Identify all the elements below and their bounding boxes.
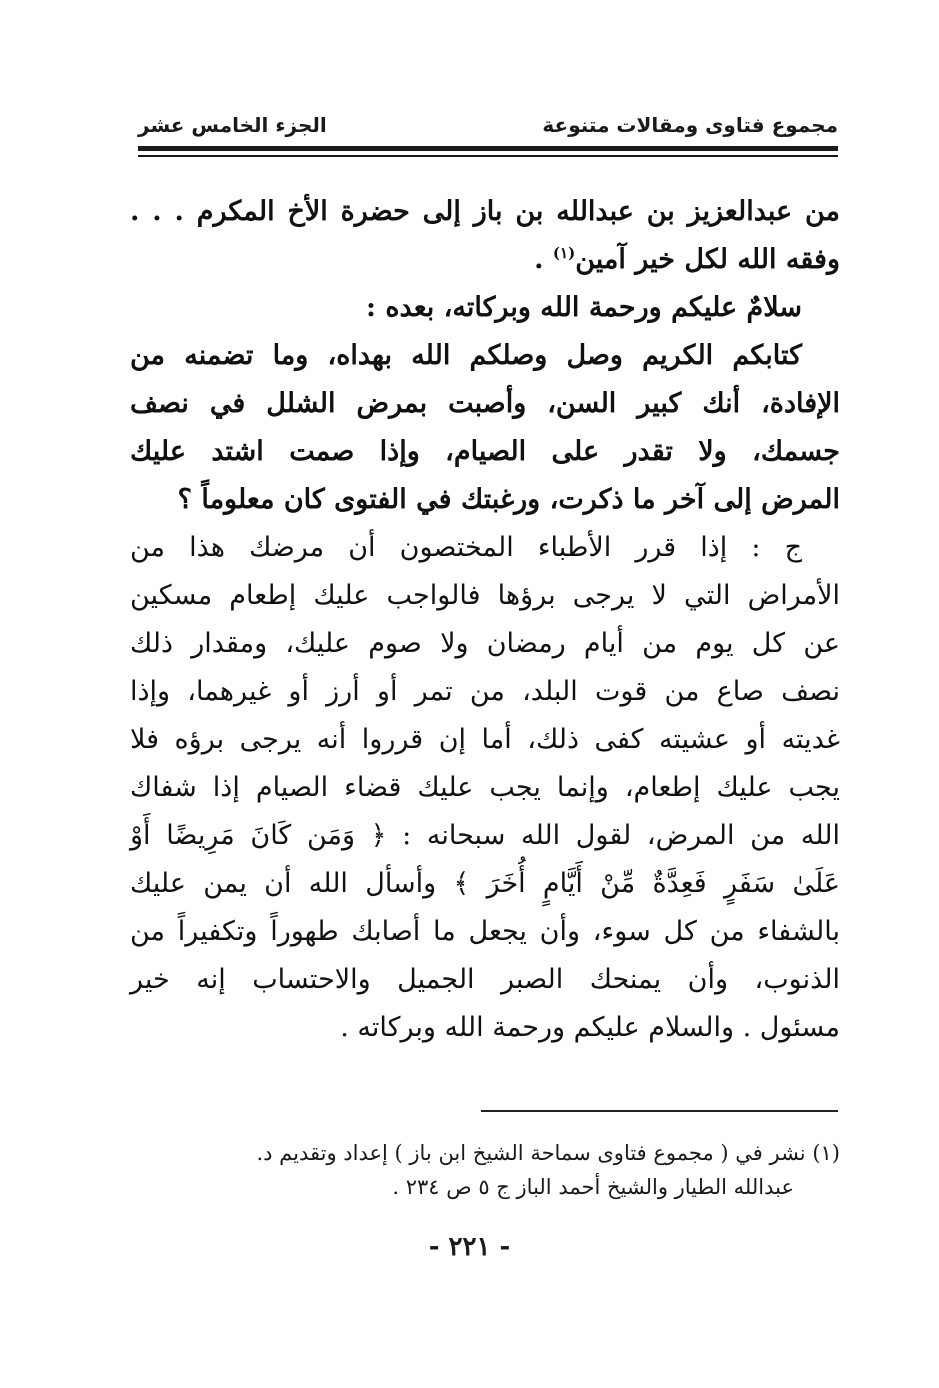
footnote-line: عبدالله الطيار والشيخ أحمد الباز ج ٥ ص ٢٣٤ . xyxy=(392,1175,794,1199)
question-line-text: وفقه الله لكل خير آمين xyxy=(575,244,840,275)
answer-line: يجب عليك إطعام، وإنما يجب عليك قضاء الصيام إذا شفاك xyxy=(130,772,840,803)
answer-line: عن كل يوم من أيام رمضان ولا صوم عليك، ومقدار ذلك xyxy=(130,628,840,659)
answer-line: عَلَىٰ سَفَرٍ فَعِدَّةٌ مِّنْ أَيَّامٍ أُخَرَ ﴾ وأسأل الله أن يمن عليك xyxy=(130,868,840,899)
running-header xyxy=(138,108,838,142)
answer-line: نصف صاع من قوت البلد، من تمر أو أرز أو غيرهما، وإذا xyxy=(130,676,840,707)
answer-line: بالشفاء من كل سوء، وأن يجعل ما أصابك طهوراً وتكفيراً من xyxy=(130,916,840,947)
footnote-reference: (١) xyxy=(552,244,576,262)
main-text xyxy=(130,188,840,1052)
question-line-end: . xyxy=(534,244,553,275)
question-line: الإفادة، أنك كبير السن، وأصبت بمرض الشلل في نصف xyxy=(130,388,840,419)
question-line: جسمك، ولا تقدر على الصيام، وإذا صمت اشتد عليك xyxy=(130,436,840,467)
page-number: - ٢٢١ - xyxy=(428,1232,511,1262)
question-greeting: سلامٌ عليكم ورحمة الله وبركاته، بعده : xyxy=(366,292,802,323)
footnote xyxy=(130,1136,840,1204)
answer-line: الله من المرض، لقول الله سبحانه : ﴿ وَمَن كَانَ مَرِيضًا أَوْ xyxy=(130,820,840,851)
answer-block xyxy=(130,524,840,1052)
footnote-separator xyxy=(481,1110,838,1112)
answer-line: غديته أو عشيته كفى ذلك، أما إن قرروا أنه يرجى برؤه فلا xyxy=(130,724,840,755)
question-line: كتابكم الكريم وصل وصلكم الله بهداه، وما تضمنه من xyxy=(130,340,802,371)
header-rule-thick xyxy=(138,146,838,151)
question-line: من عبدالعزيز بن عبدالله بن باز إلى حضرة الأخ المكرم . . . xyxy=(130,196,840,227)
answer-line: الأمراض التي لا يرجى برؤها فالواجب عليك إطعام مسكين xyxy=(130,580,840,611)
answer-line: مسئول . والسلام عليكم ورحمة الله وبركاته . xyxy=(340,1012,840,1043)
answer-line: ج : إذا قرر الأطباء المختصون أن مرضك هذا من xyxy=(130,532,802,563)
question-line: المرض إلى آخر ما ذكرت، ورغبتك في الفتوى كان معلوماً ؟ xyxy=(177,484,840,515)
header-rule-thin xyxy=(138,155,838,157)
question-line xyxy=(130,236,840,284)
footnote-line: (١) نشر في ( مجموع فتاوى سماحة الشيخ ابن باز ) إعداد وتقديم د. xyxy=(256,1141,840,1165)
book-title: مجموع فتاوى ومقالات متنوعة xyxy=(542,113,838,137)
volume-label: الجزء الخامس عشر xyxy=(138,113,327,137)
answer-line: الذنوب، وأن يمنحك الصبر الجميل والاحتساب إنه خير xyxy=(130,964,840,995)
question-block xyxy=(130,188,840,524)
